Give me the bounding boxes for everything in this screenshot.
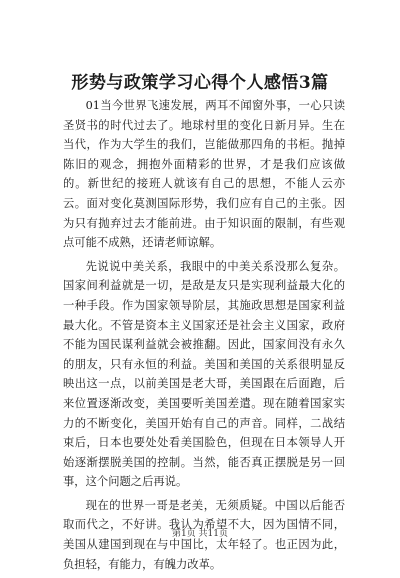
document-body	[63, 96, 345, 578]
paragraph-3: 现在的世界一哥是老美，无须质疑。中国以后能否取而代之，不好讲。我认为希望不大，因为国情不同，美国从建国到现在与中国比，太年轻了。也正因为此，负担轻，有能力，有魄力改革。	[63, 498, 345, 571]
paragraph-1: 01当今世界飞速发展，两耳不闻窗外事，一心只读圣贤书的时代过去了。地球村里的变化日新月异。生在当代，作为大学生的我们，岂能做那四角的书柜。抛掉陈旧的观念，拥抱外面精彩的世界，才是我们应该做的。新世纪的接班人就该有自己的思想，不能人云亦云。面对变化莫测国际形势，我们应有自己的主张。因为只有抛弃过去才能前进。由于知识面的限制，有些观点可能不成熟，还请老师谅解。	[63, 99, 345, 250]
page-footer: 第1页 共11页	[171, 529, 229, 539]
paragraph-2: 先说说中美关系，我眼中的中美关系没那么复杂。国家间利益就是一切，是敌是友只是实现利益最大化的一种手段。作为国家领导阶层，其施政思想是国家利益最大化。不管是资本主义国家还是社会主义国家，政府不能为国民谋利益就会被推翻。因此，国家间没有永久的朋友，只有永恒的利益。美国和美国的关系很明显反映出这一点，以前美国是老大哥，美国跟在后面跑，后来位置逐渐改变，美国要听美国差遣。现在随着国家实力的不断变化，美国开始有自己的声音。同样，二战结束后，日本也要处处看美国脸色，但现在日本领导人开始逐渐摆脱美国的控制。当然，能否真正摆脱是另一回事，这个问题之后再说。	[63, 259, 345, 489]
document-title: 形势与政策学习心得个人感悟3篇	[71, 73, 329, 93]
